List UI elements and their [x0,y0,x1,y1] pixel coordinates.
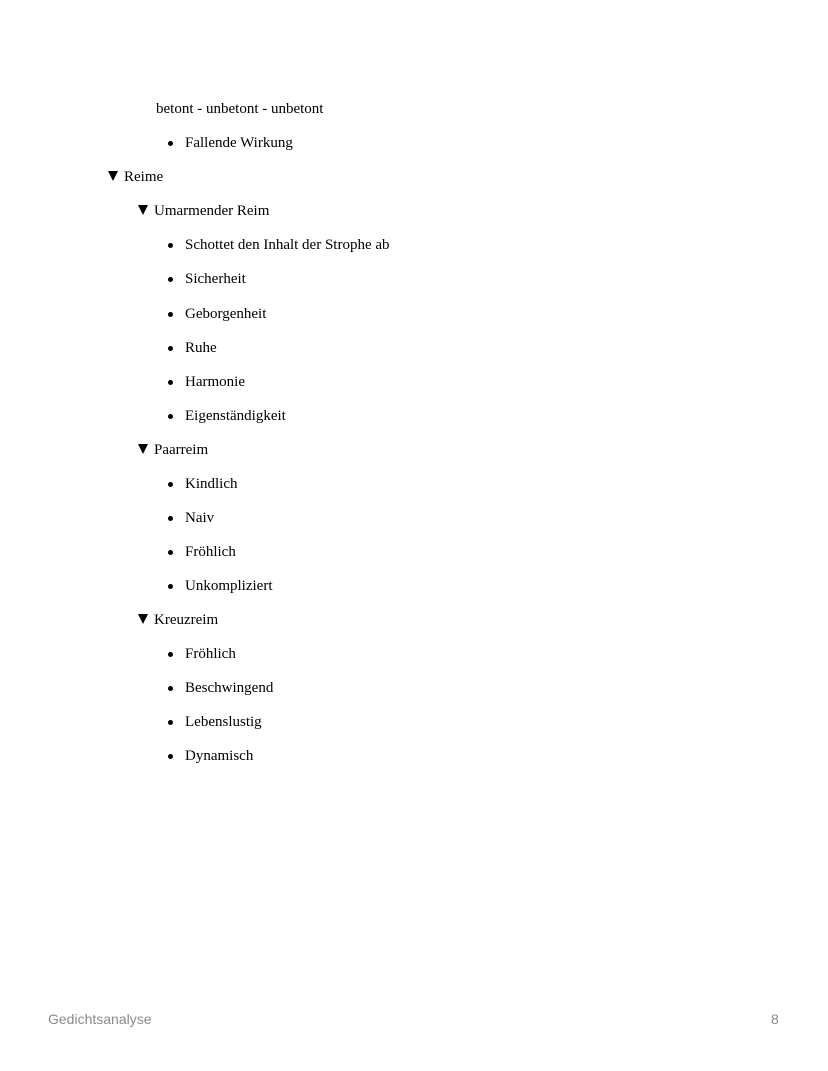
list-item: Dynamisch [185,748,254,764]
toggle-label: Umarmender Reim [154,203,270,219]
bullet-icon [168,516,173,521]
list-item: Beschwingend [185,680,274,696]
toggle-umarmender-reim[interactable] [138,201,269,221]
toggle-reime[interactable] [108,167,163,187]
list-item: Ruhe [185,340,217,356]
toggle-label: Kreuzreim [154,612,219,628]
triangle-down-icon[interactable] [138,205,148,215]
footer-document-title: Gedichtsanalyse [48,1011,152,1027]
list-item: Schottet den Inhalt der Strophe ab [185,237,390,253]
bullet-icon [168,141,173,146]
bullet-icon [168,550,173,555]
toggle-kreuzreim[interactable] [138,610,218,630]
toggle-label: Paarreim [154,442,209,458]
list-item: Fröhlich [185,646,236,662]
triangle-down-icon[interactable] [108,171,118,181]
list-item: Kindlich [185,476,238,492]
list-item: Fröhlich [185,544,236,560]
bullet-icon [168,380,173,385]
syllable-pattern-text: betont - unbetont - unbetont [156,101,324,117]
list-item: Unkompliziert [185,578,273,594]
bullet-icon [168,686,173,691]
bullet-icon [168,754,173,759]
list-item: Harmonie [185,374,245,390]
list-item: Lebenslustig [185,714,262,730]
toggle-paarreim[interactable] [138,440,208,460]
triangle-down-icon[interactable] [138,614,148,624]
list-item: Eigenständigkeit [185,408,286,424]
bullet-icon [168,482,173,487]
bullet-icon [168,414,173,419]
list-item: Fallende Wirkung [185,135,293,151]
bullet-icon [168,584,173,589]
bullet-icon [168,346,173,351]
bullet-icon [168,277,173,282]
bullet-icon [168,312,173,317]
list-item: Naiv [185,510,215,526]
toggle-label: Reime [124,169,164,185]
footer-page-number: 8 [771,1011,779,1027]
list-item: Geborgenheit [185,306,267,322]
list-item: Sicherheit [185,271,246,287]
triangle-down-icon[interactable] [138,444,148,454]
bullet-icon [168,652,173,657]
bullet-icon [168,243,173,248]
bullet-icon [168,720,173,725]
